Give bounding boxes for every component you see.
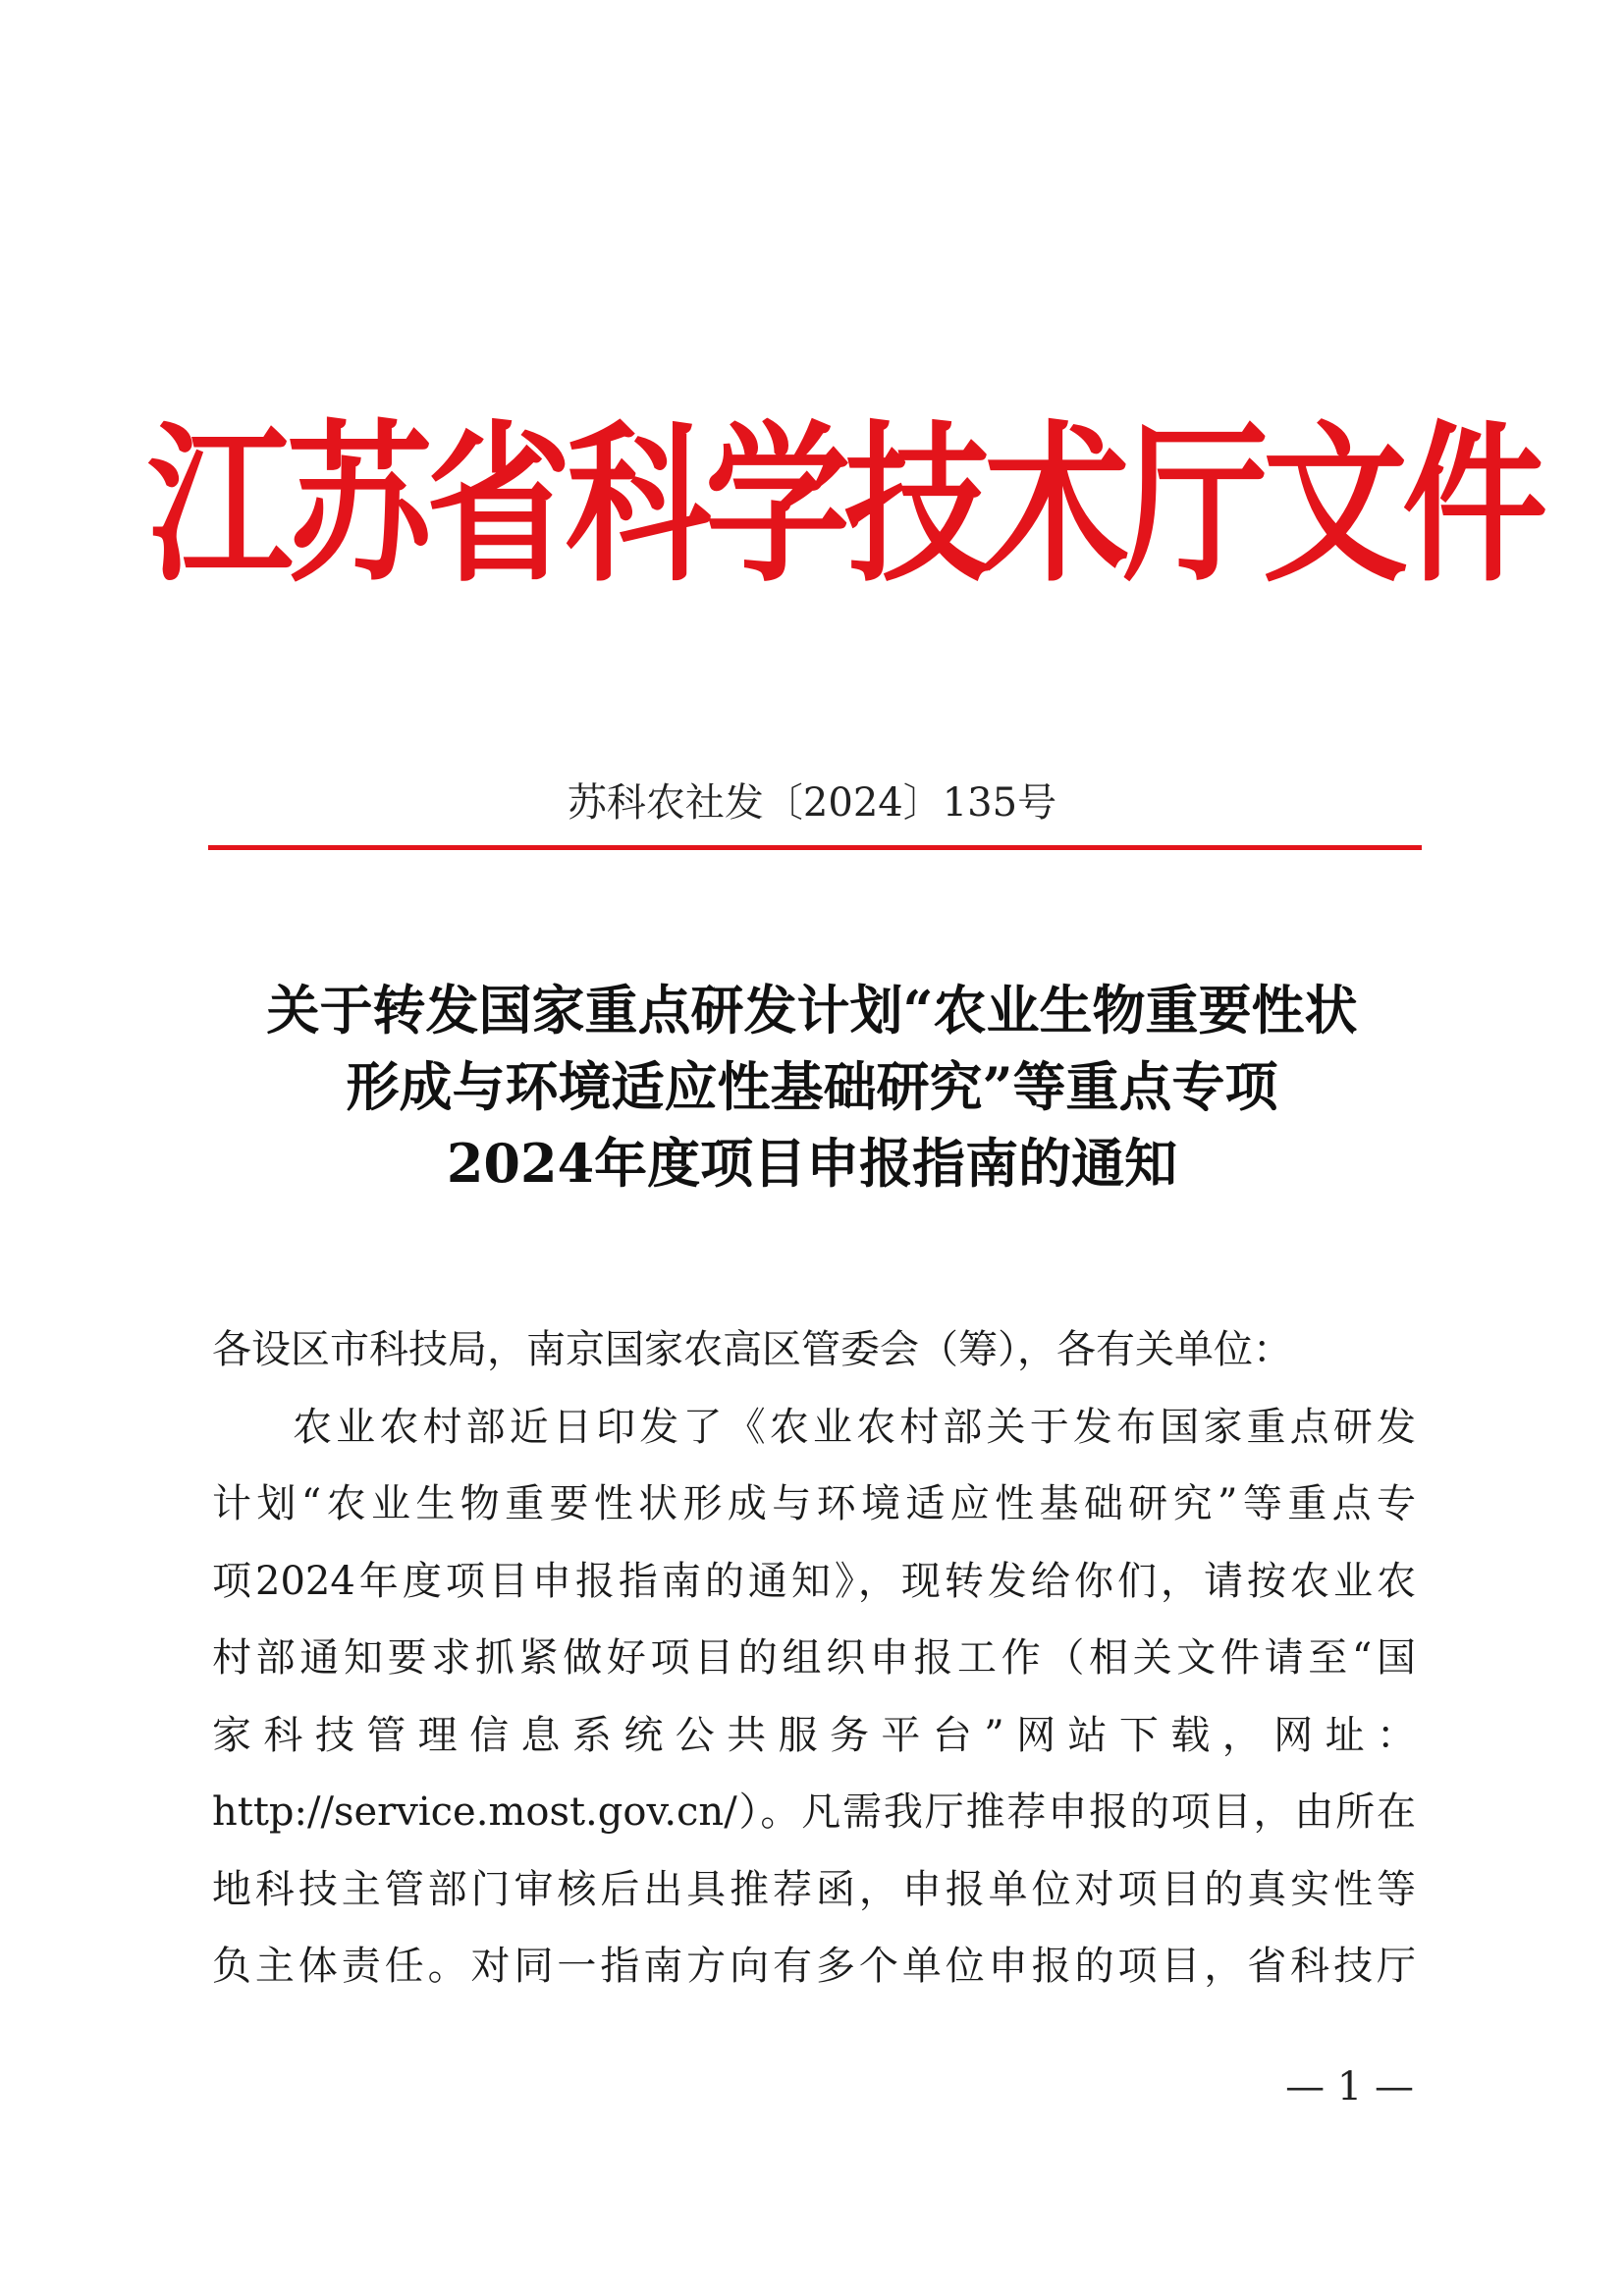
document-body bbox=[212, 1311, 1416, 2005]
paragraph-line-3: 项2024年度项目申报指南的通知》，现转发给你们，请按农业农 bbox=[212, 1558, 1416, 1604]
title-line-1: 关于转发国家重点研发计划“农业生物重要性状 bbox=[266, 979, 1358, 1041]
page-number: — 1 — bbox=[1285, 2064, 1414, 2109]
document-number: 苏科农社发〔2024〕135号 bbox=[567, 780, 1057, 826]
salutation: 各设区市科技局，南京国家农高区管委会（筹），各有关单位： bbox=[212, 1327, 1292, 1372]
red-divider-line bbox=[208, 845, 1422, 850]
title-line-2: 形成与环境适应性基础研究”等重点专项 bbox=[346, 1055, 1278, 1118]
document-title bbox=[147, 972, 1477, 1201]
paragraph-line-6: http://service.most.gov.cn/）。凡需我厅推荐申报的项目，由所在 bbox=[212, 1789, 1416, 1835]
paragraph-line-7: 地科技主管部门审核后出具推荐函，申报单位对项目的真实性等 bbox=[212, 1866, 1416, 1912]
paragraph-line-4: 村部通知要求抓紧做好项目的组织申报工作（相关文件请至“国 bbox=[212, 1635, 1416, 1681]
paragraph-line-5: 家科技管理信息系统公共服务平台”网站下载，网址： bbox=[212, 1712, 1416, 1758]
paragraph-line-2: 计划“农业生物重要性状形成与环境适应性基础研究”等重点专 bbox=[212, 1481, 1416, 1526]
title-line-3: 2024年度项目申报指南的通知 bbox=[446, 1132, 1178, 1195]
paragraph-line-8: 负主体责任。对同一指南方向有多个单位申报的项目，省科技厅 bbox=[212, 1944, 1416, 1989]
paragraph-line-1: 农业农村部近日印发了《农业农村部关于发布国家重点研发 bbox=[293, 1404, 1416, 1450]
masthead-title: 江苏省科学技术厅文件 bbox=[147, 405, 1542, 606]
